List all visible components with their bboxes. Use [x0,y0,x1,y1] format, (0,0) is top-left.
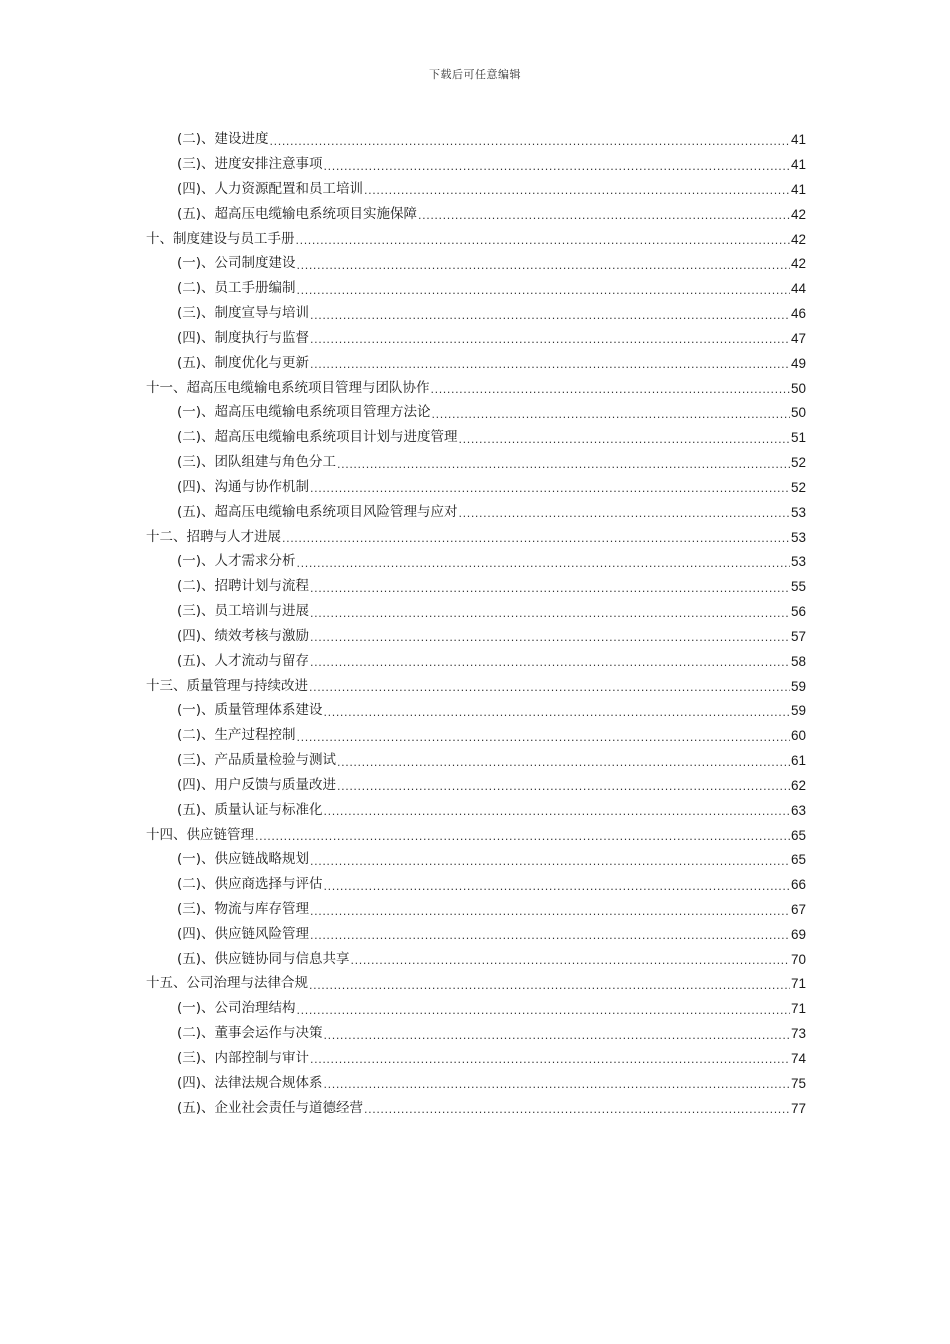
toc-dot-leader [310,657,790,672]
toc-page-number: 55 [790,579,806,595]
toc-page-number: 50 [790,380,806,396]
toc-page-number: 42 [790,206,806,222]
toc-dot-leader [337,781,790,796]
toc-entry-label: (一)、超高压电缆输电系统项目管理方法论 [177,404,431,421]
toc-section-entry[interactable] [146,176,806,201]
toc-page-number: 70 [790,951,806,967]
toc-page-number: 53 [790,554,806,570]
toc-dot-leader [310,334,790,349]
toc-page-number: 41 [790,157,806,173]
toc-section-entry[interactable] [146,548,806,573]
toc-entry-label: (一)、公司制度建设 [177,255,296,272]
toc-section-entry[interactable] [146,474,806,499]
toc-entry-label: (二)、董事会运作与决策 [177,1025,323,1042]
toc-entry-label: (五)、企业社会责任与道德经营 [177,1099,364,1116]
toc-page-number: 56 [790,604,806,620]
toc-section-entry[interactable] [146,598,806,623]
toc-page-number: 42 [790,231,806,247]
toc-dot-leader [297,260,790,275]
toc-dot-leader [310,1054,790,1069]
toc-section-entry[interactable] [146,772,806,797]
toc-section-entry[interactable] [146,846,806,871]
toc-dot-leader [324,707,790,722]
toc-page-number: 71 [790,976,806,992]
toc-section-entry[interactable] [146,126,806,151]
toc-dot-leader [337,757,790,772]
toc-dot-leader [310,608,790,623]
toc-section-entry[interactable] [146,995,806,1020]
toc-entry-label: (一)、供应链战略规划 [177,851,310,868]
toc-dot-leader [310,632,790,647]
toc-section-entry[interactable] [146,573,806,598]
toc-section-entry[interactable] [146,896,806,921]
toc-entry-label: (五)、人才流动与留存 [177,652,310,669]
table-of-contents [146,126,806,1119]
toc-entry-label: 十一、超高压电缆输电系统项目管理与团队协作 [146,379,430,396]
toc-section-entry[interactable] [146,871,806,896]
toc-entry-label: (五)、质量认证与标准化 [177,801,323,818]
toc-page-number: 46 [790,306,806,322]
toc-chapter-entry[interactable] [146,821,806,846]
toc-entry-label: 十四、供应链管理 [146,826,254,843]
toc-dot-leader [310,359,790,374]
toc-page-number: 75 [790,1075,806,1091]
toc-section-entry[interactable] [146,151,806,176]
toc-section-entry[interactable] [146,722,806,747]
toc-dot-leader [351,955,790,970]
toc-dot-leader [310,856,790,871]
toc-dot-leader [255,831,790,846]
toc-dot-leader [310,583,790,598]
toc-page-number: 47 [790,330,806,346]
toc-entry-label: (二)、生产过程控制 [177,727,296,744]
toc-section-entry[interactable] [146,796,806,821]
toc-dot-leader [297,732,790,747]
toc-page-number: 71 [790,1001,806,1017]
toc-dot-leader [324,881,790,896]
toc-dot-leader [310,930,790,945]
toc-entry-label: (五)、制度优化与更新 [177,354,310,371]
toc-entry-label: (五)、供应链协同与信息共享 [177,950,350,967]
toc-dot-leader [309,980,790,995]
toc-section-entry[interactable] [146,300,806,325]
toc-dot-leader [459,434,790,449]
toc-dot-leader [296,235,790,250]
toc-page-number: 59 [790,678,806,694]
toc-entry-label: (一)、质量管理体系建设 [177,702,323,719]
toc-entry-label: 十二、招聘与人才进展 [146,528,281,545]
toc-dot-leader [270,136,790,151]
toc-page-number: 42 [790,256,806,272]
toc-page-number: 67 [790,902,806,917]
toc-dot-leader [310,310,790,325]
toc-dot-leader [282,533,790,548]
toc-entry-label: (四)、绩效考核与激励 [177,627,310,644]
toc-dot-leader [297,285,790,300]
toc-section-entry[interactable] [146,424,806,449]
toc-page-number: 52 [790,455,806,471]
toc-page-number: 62 [790,777,806,793]
toc-entry-label: (一)、人才需求分析 [177,553,296,570]
toc-page-number: 77 [790,1100,806,1116]
toc-dot-leader [459,508,790,523]
toc-entry-label: (一)、公司治理结构 [177,1000,296,1017]
toc-page-number: 69 [790,926,806,942]
toc-page-number: 65 [790,827,806,843]
toc-section-entry[interactable] [146,647,806,672]
toc-entry-label: (三)、员工培训与进展 [177,603,310,620]
toc-page-number: 50 [790,405,806,421]
toc-entry-label: (二)、建设进度 [177,131,269,148]
toc-chapter-entry[interactable] [146,970,806,995]
toc-entry-label: (四)、供应链风险管理 [177,925,310,942]
toc-section-entry[interactable] [146,399,806,424]
toc-dot-leader [364,1104,790,1119]
toc-dot-leader [418,210,790,225]
toc-section-entry[interactable] [146,349,806,374]
toc-entry-label: (四)、沟通与协作机制 [177,478,310,495]
toc-page-number: 57 [790,628,806,644]
toc-page-number: 59 [790,703,806,719]
toc-entry-label: (四)、制度执行与监督 [177,329,310,346]
toc-entry-label: (二)、超高压电缆输电系统项目计划与进度管理 [177,429,458,446]
toc-section-entry[interactable] [146,325,806,350]
toc-dot-leader [324,1079,790,1094]
toc-page-number: 74 [790,1050,806,1066]
toc-chapter-entry[interactable] [146,672,806,697]
toc-dot-leader [324,161,790,176]
toc-entry-label: (五)、超高压电缆输电系统项目风险管理与应对 [177,503,458,520]
toc-section-entry[interactable] [146,1094,806,1119]
toc-entry-label: (二)、招聘计划与流程 [177,578,310,595]
toc-dot-leader [324,806,790,821]
toc-chapter-entry[interactable] [146,523,806,548]
toc-entry-label: (四)、人力资源配置和员工培训 [177,180,364,197]
toc-page-number: 52 [790,479,806,495]
toc-entry-label: (三)、团队组建与角色分工 [177,454,337,471]
toc-dot-leader [324,1030,790,1045]
toc-entry-label: (三)、制度宣导与培训 [177,305,310,322]
toc-page-number: 53 [790,529,806,545]
toc-section-entry[interactable] [146,449,806,474]
toc-section-entry[interactable] [146,697,806,722]
toc-dot-leader [432,409,790,424]
toc-page-number: 73 [790,1026,806,1042]
toc-page-number: 61 [790,753,806,769]
toc-page-number: 41 [790,132,806,148]
toc-page-number: 63 [790,802,806,818]
toc-dot-leader [310,483,790,498]
toc-section-entry[interactable] [146,623,806,648]
toc-page-number: 53 [790,504,806,520]
toc-entry-label: (四)、法律法规合规体系 [177,1074,323,1091]
toc-dot-leader [310,906,790,921]
toc-dot-leader [309,682,790,697]
toc-section-entry[interactable] [146,250,806,275]
toc-page-number: 44 [790,281,806,297]
toc-dot-leader [337,459,790,474]
toc-entry-label: (五)、超高压电缆输电系统项目实施保障 [177,205,418,222]
toc-section-entry[interactable] [146,747,806,772]
toc-section-entry[interactable] [146,275,806,300]
toc-entry-label: (三)、进度安排注意事项 [177,156,323,173]
toc-section-entry[interactable] [146,1045,806,1070]
toc-section-entry[interactable] [146,1020,806,1045]
toc-page-number: 65 [790,852,806,868]
toc-entry-label: (三)、产品质量检验与测试 [177,752,337,769]
toc-entry-label: (四)、用户反馈与质量改进 [177,776,337,793]
toc-entry-label: 十五、公司治理与法律合规 [146,975,308,992]
toc-entry-label: (三)、内部控制与审计 [177,1049,310,1066]
toc-section-entry[interactable] [146,1069,806,1094]
toc-page-number: 51 [790,430,806,446]
toc-section-entry[interactable] [146,200,806,225]
toc-dot-leader [364,185,790,200]
toc-dot-leader [431,384,790,399]
toc-page-number: 41 [790,181,806,197]
toc-section-entry[interactable] [146,498,806,523]
toc-entry-label: 十三、质量管理与持续改进 [146,677,308,694]
toc-entry-label: (三)、物流与库存管理 [177,901,310,917]
toc-entry-label: (二)、员工手册编制 [177,280,296,297]
toc-page-number: 60 [790,728,806,744]
toc-dot-leader [297,558,790,573]
toc-dot-leader [297,1005,790,1020]
toc-page-number: 49 [790,355,806,371]
toc-chapter-entry[interactable] [146,225,806,250]
toc-entry-label: 十、制度建设与员工手册 [146,230,295,247]
toc-page-number: 66 [790,877,806,893]
page-header: 下载后可任意编辑 [429,68,521,81]
toc-section-entry[interactable] [146,945,806,970]
toc-entry-label: (二)、供应商选择与评估 [177,876,323,893]
toc-page-number: 58 [790,653,806,669]
toc-section-entry[interactable] [146,921,806,946]
toc-chapter-entry[interactable] [146,374,806,399]
